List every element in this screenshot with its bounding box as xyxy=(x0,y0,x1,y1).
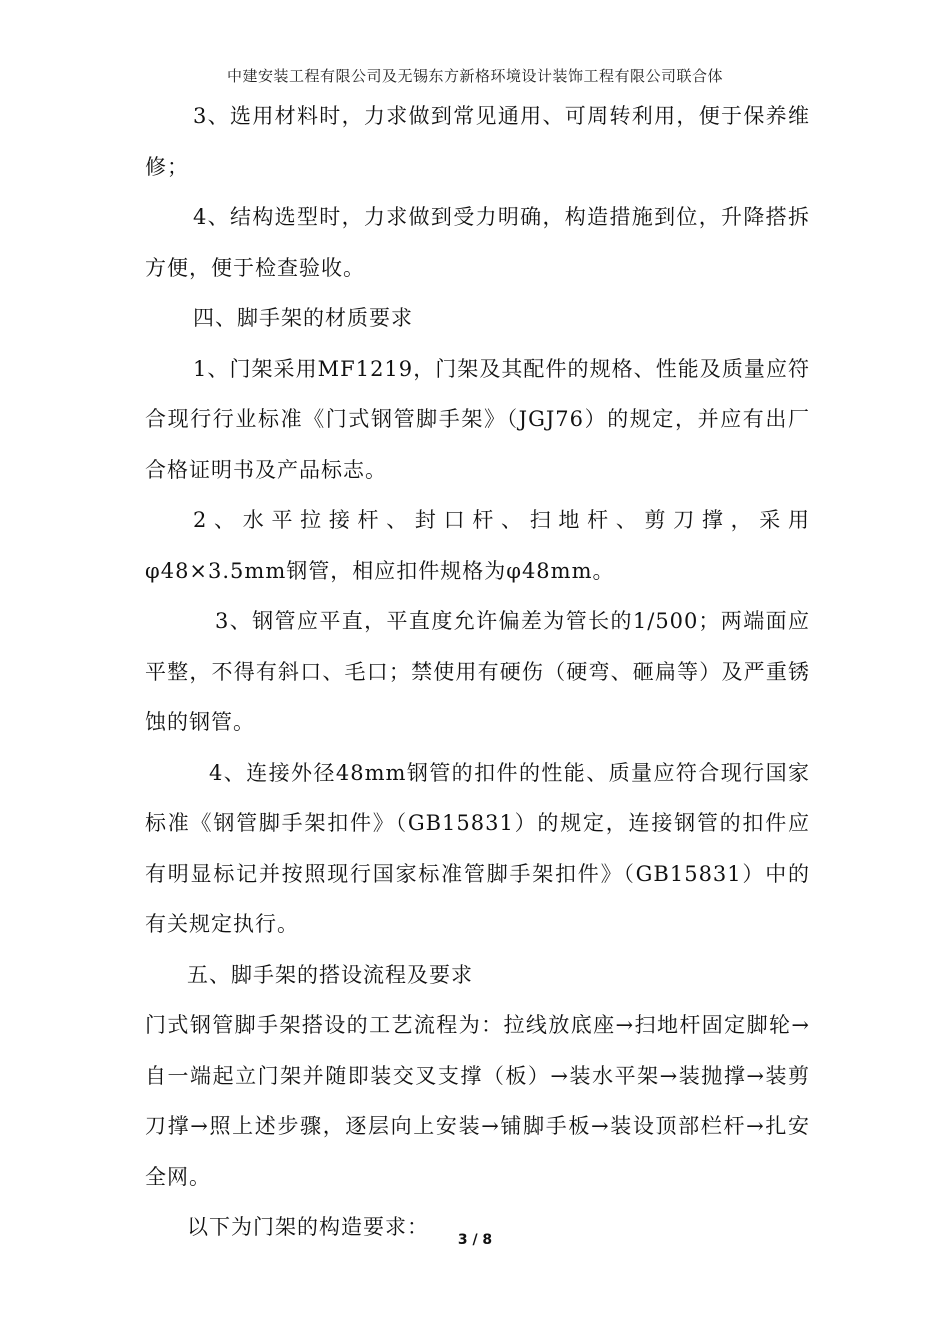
paragraph-horizontal-rods: 2、水平拉接杆、封口杆、扫地杆、剪刀撑，采用φ48×3.5mm钢管，相应扣件规格为φ48mm。 xyxy=(145,508,810,583)
page-number: 3 / 8 xyxy=(457,1232,493,1248)
paragraph-structure-selection: 4、结构选型时，力求做到受力明确，构造措施到位，升降搭拆方便，便于检查验收。 xyxy=(145,205,810,280)
document-body xyxy=(145,91,810,1253)
section-heading-material-requirements: 四、脚手架的材质要求 xyxy=(193,306,413,330)
paragraph-structure-requirements-intro: 以下为门架的构造要求： xyxy=(187,1215,429,1239)
paragraph-material-selection: 3、选用材料时，力求做到常见通用、可周转利用，便于保养维修； xyxy=(145,104,810,179)
paragraph-fasteners: 4、连接外径48mm钢管的扣件的性能、质量应符合现行国家标准《钢管脚手架扣件》（GB15831）的规定，连接钢管的扣件应有明显标记并按照现行国家标准管脚手架扣件》（GB15831）中的有关规定执行。 xyxy=(145,760,810,936)
paragraph-door-frame: 1、门架采用MF1219，门架及其配件的规格、性能及质量应符合现行行业标准《门式钢管脚手架》（JGJ76）的规定，并应有出厂合格证明书及产品标志。 xyxy=(145,356,810,482)
paragraph-steel-pipe: 3、钢管应平直，平直度允许偏差为管长的1/500；两端面应平整，不得有斜口、毛口；禁使用有硬伤（硬弯、砸扁等）及严重锈蚀的钢管。 xyxy=(145,609,810,734)
paragraph-process-flow: 门式钢管脚手架搭设的工艺流程为：拉线放底座→扫地杆固定脚轮→自一端起立门架并随即装交叉支撑（板）→装水平架→装抛撑→装剪刀撑→照上述步骤，逐层向上安装→铺脚手板→装设顶部栏杆→扎安全网。 xyxy=(145,1013,810,1189)
page-header: 中建安装工程有限公司及无锡东方新格环境设计装饰工程有限公司联合体 xyxy=(226,67,723,85)
section-heading-erection-process: 五、脚手架的搭设流程及要求 xyxy=(187,962,473,987)
